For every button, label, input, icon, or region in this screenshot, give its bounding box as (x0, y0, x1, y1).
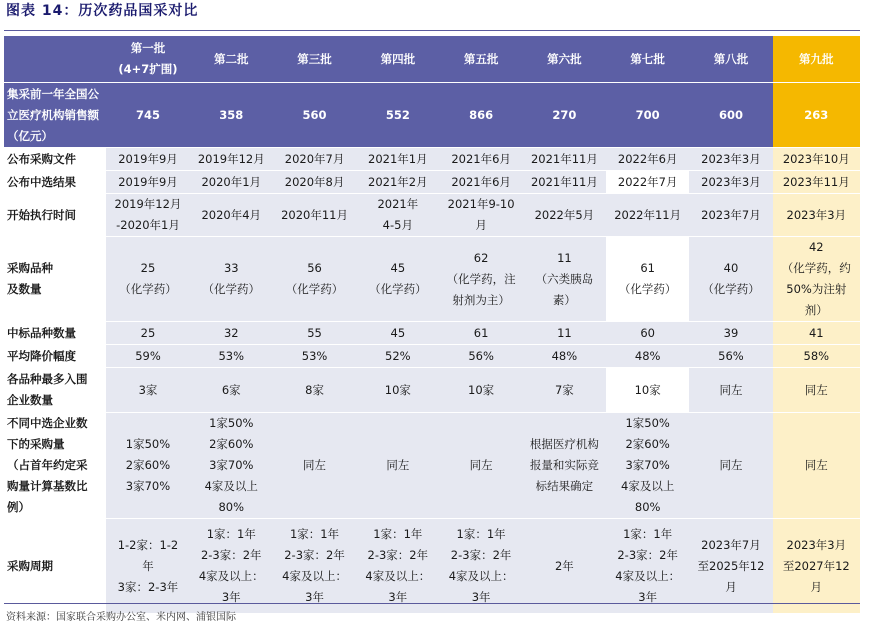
table-cell: 10家 (439, 368, 522, 413)
table-cell: 2022年11月 (606, 194, 689, 237)
table-cell: 11 (523, 322, 606, 345)
table-cell: 2021年2月 (356, 171, 439, 194)
row-label: 公布中选结果 (4, 171, 106, 194)
table-cell: 2022年6月 (606, 148, 689, 171)
table-row (4, 345, 860, 368)
table-cell: 10家 (606, 368, 689, 413)
sales-value: 866 (439, 83, 522, 148)
column-header: 第五批 (439, 36, 522, 83)
table-cell: 61 (439, 322, 522, 345)
comparison-table (4, 36, 860, 614)
table-cell: 2019年9月 (106, 148, 189, 171)
table-cell: 2019年12月 -2020年1月 (106, 194, 189, 237)
column-header: 第三批 (273, 36, 356, 83)
row-label: 不同中选企业数 下的采购量 （占首年约定采 购量计算基数比 例） (4, 413, 106, 519)
sales-value: 700 (606, 83, 689, 148)
table-cell: 同左 (439, 413, 522, 519)
top-rule (4, 30, 860, 31)
table-cell: 1家：1年 2-3家：2年 4家及以上： 3年 (190, 519, 273, 614)
table-cell: 2021年6月 (439, 148, 522, 171)
table-cell: 1家50% 2家60% 3家70% (106, 413, 189, 519)
table-cell: 48% (523, 345, 606, 368)
table-cell: 53% (273, 345, 356, 368)
table-cell: 2023年3月 (689, 171, 772, 194)
table-cell: 2021年1月 (356, 148, 439, 171)
table-cell: 56 （化学药） (273, 237, 356, 322)
sales-value: 358 (190, 83, 273, 148)
table-cell: 33 （化学药） (190, 237, 273, 322)
table-cell: 同左 (773, 413, 860, 519)
table-cell: 同左 (356, 413, 439, 519)
table-cell: 2020年11月 (273, 194, 356, 237)
table-row (4, 148, 860, 171)
bottom-rule (4, 603, 860, 604)
table-cell: 62 （化学药，注 射剂为主） (439, 237, 522, 322)
source-note: 资料来源：国家联合采购办公室、米内网、浦银国际 (6, 612, 236, 623)
sales-value: 263 (773, 83, 860, 148)
row-label: 平均降价幅度 (4, 345, 106, 368)
sales-value: 600 (689, 83, 772, 148)
table-row (4, 413, 860, 519)
row-label: 中标品种数量 (4, 322, 106, 345)
table-cell: 同左 (773, 368, 860, 413)
table-cell: 1家：1年 2-3家：2年 4家及以上： 3年 (439, 519, 522, 614)
table-cell: 6家 (190, 368, 273, 413)
table-cell: 2020年1月 (190, 171, 273, 194)
table-cell: 55 (273, 322, 356, 345)
table-cell: 2年 (523, 519, 606, 614)
table-cell: 53% (190, 345, 273, 368)
table-cell: 2019年12月 (190, 148, 273, 171)
table-cell: 1家：1年 2-3家：2年 4家及以上： 3年 (606, 519, 689, 614)
sales-value: 552 (356, 83, 439, 148)
table-cell: 2023年3月 (689, 148, 772, 171)
table-cell: 2020年4月 (190, 194, 273, 237)
table-cell: 32 (190, 322, 273, 345)
table-cell: 58% (773, 345, 860, 368)
table-cell: 41 (773, 322, 860, 345)
table-cell: 25 （化学药） (106, 237, 189, 322)
table-cell: 48% (606, 345, 689, 368)
table-row (4, 171, 860, 194)
table-cell: 同左 (689, 368, 772, 413)
table-cell: 40 （化学药） (689, 237, 772, 322)
table-cell: 同左 (273, 413, 356, 519)
table-cell: 2021年11月 (523, 148, 606, 171)
sales-row (4, 83, 860, 148)
table-cell: 2023年7月 (689, 194, 772, 237)
table-cell: 2020年8月 (273, 171, 356, 194)
figure-title: 图表 14：历次药品国采对比 (6, 3, 199, 19)
table-cell: 52% (356, 345, 439, 368)
table-row (4, 194, 860, 237)
row-label: 开始执行时间 (4, 194, 106, 237)
header-corner (4, 36, 106, 83)
column-header: 第一批 (4+7扩围) (106, 36, 189, 83)
table-cell: 10家 (356, 368, 439, 413)
table-cell: 61 （化学药） (606, 237, 689, 322)
table-cell: 59% (106, 345, 189, 368)
table-cell: 39 (689, 322, 772, 345)
row-label: 采购周期 (4, 519, 106, 614)
table-cell: 7家 (523, 368, 606, 413)
table-cell: 2021年 4-5月 (356, 194, 439, 237)
column-header: 第二批 (190, 36, 273, 83)
table-row (4, 237, 860, 322)
table-cell: 2021年11月 (523, 171, 606, 194)
table-cell: 1家50% 2家60% 3家70% 4家及以上 80% (190, 413, 273, 519)
table-cell: 2023年11月 (773, 171, 860, 194)
column-header: 第九批 (773, 36, 860, 83)
header-row (4, 36, 860, 83)
table-cell: 根据医疗机构 报量和实际竞 标结果确定 (523, 413, 606, 519)
table-cell: 2023年3月 (773, 194, 860, 237)
table-cell: 45 (356, 322, 439, 345)
table-cell: 8家 (273, 368, 356, 413)
table-cell: 3家 (106, 368, 189, 413)
table-cell: 25 (106, 322, 189, 345)
table-cell: 2021年6月 (439, 171, 522, 194)
row-label: 公布采购文件 (4, 148, 106, 171)
row-label: 集采前一年全国公立医疗机构销售额（亿元） (4, 83, 106, 148)
table-cell: 2023年7月 至2025年12 月 (689, 519, 772, 614)
table-cell: 1家：1年 2-3家：2年 4家及以上： 3年 (356, 519, 439, 614)
table-cell: 同左 (689, 413, 772, 519)
table-cell: 56% (689, 345, 772, 368)
table-cell: 45 （化学药） (356, 237, 439, 322)
sales-value: 270 (523, 83, 606, 148)
column-header: 第四批 (356, 36, 439, 83)
table-cell: 1家：1年 2-3家：2年 4家及以上： 3年 (273, 519, 356, 614)
table-row (4, 322, 860, 345)
table-row (4, 519, 860, 614)
column-header: 第八批 (689, 36, 772, 83)
table-row (4, 368, 860, 413)
sales-value: 745 (106, 83, 189, 148)
column-header: 第七批 (606, 36, 689, 83)
table-cell: 2019年9月 (106, 171, 189, 194)
table-cell: 60 (606, 322, 689, 345)
table-cell: 56% (439, 345, 522, 368)
sales-value: 560 (273, 83, 356, 148)
column-header: 第六批 (523, 36, 606, 83)
table-cell: 11 （六类胰岛 素） (523, 237, 606, 322)
table-cell: 2021年9-10 月 (439, 194, 522, 237)
table-cell: 2022年7月 (606, 171, 689, 194)
table-cell: 2020年7月 (273, 148, 356, 171)
table-cell: 2023年3月 至2027年12 月 (773, 519, 860, 614)
table-cell: 2023年10月 (773, 148, 860, 171)
table-cell: 42 （化学药，约 50%为注射 剂） (773, 237, 860, 322)
table-cell: 1家50% 2家60% 3家70% 4家及以上 80% (606, 413, 689, 519)
table-cell: 2022年5月 (523, 194, 606, 237)
row-label: 采购品种 及数量 (4, 237, 106, 322)
table-cell: 1-2家：1-2 年 3家：2-3年 (106, 519, 189, 614)
row-label: 各品种最多入围 企业数量 (4, 368, 106, 413)
